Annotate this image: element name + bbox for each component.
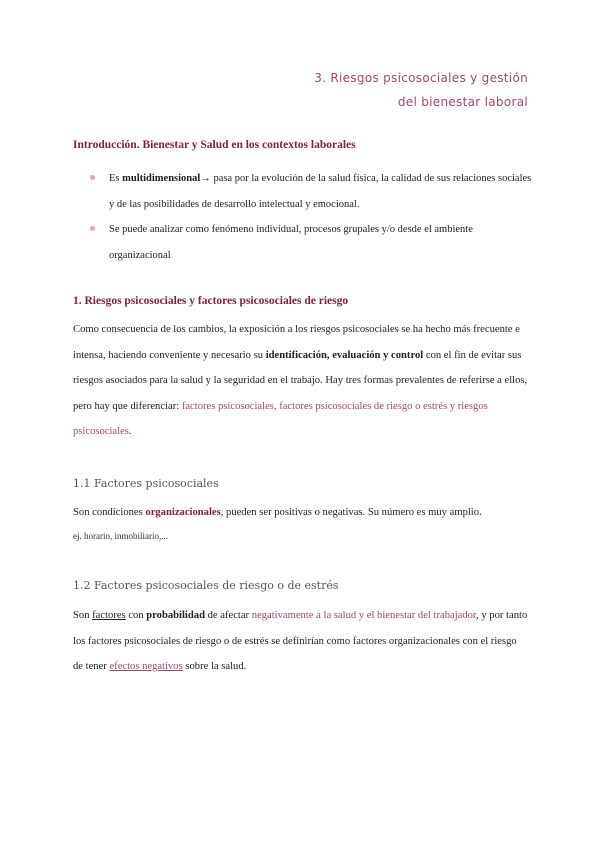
text-run: sobre la salud.: [182, 661, 247, 672]
text-run: , y por tanto los factores psicosociales de riesgo o de estrés se definirían como factores organizacionales con el riesgo de tener: [73, 610, 528, 672]
text-run: , pueden ser positivas o negativas. Su número es muy amplio.: [220, 507, 482, 518]
bullet1-text-post: pasa por la evolución de la salud física, la calidad de sus relaciones sociales y de las posibilidades de desarrollo intelectual y emocional.: [109, 173, 532, 210]
header-title-line1: 3. Riesgos psicosociales y gestión: [314, 71, 528, 85]
sub1-paragraph: [73, 500, 529, 526]
list-item: [73, 166, 533, 217]
bold-accent-run: organizacionales: [145, 507, 221, 518]
text-run: Son: [73, 610, 93, 621]
sub2-heading: 1.2 Factores psicosociales de riesgo o de estrés: [73, 579, 339, 592]
bold-run: identificación, evaluación y control: [265, 349, 424, 361]
list-item: [73, 217, 533, 268]
text-run: Son condiciones: [73, 507, 146, 518]
intro-bullet-list: [73, 166, 533, 268]
bold-run: probabilidad: [146, 610, 205, 621]
text-run: .: [128, 426, 132, 437]
header-title-line2: del bienestar laboral: [397, 95, 528, 109]
text-run: con el fin de evitar sus riesgos asociados para la salud y la seguridad en el trabajo. Hay tres formas prevalentes de referirse a ellos, pero hay que diferenciar:: [73, 349, 528, 412]
underlined-accent-run: efectos negativos: [109, 661, 183, 672]
bullet1-bold: multidimensional: [122, 173, 201, 184]
intro-heading: Introducción. Bienestar y Salud en los contextos laborales: [73, 139, 356, 151]
sub1-example: ej. horario, inmobiliario,...: [73, 531, 168, 541]
bullet1-text-pre: Es: [109, 173, 123, 184]
sub2-paragraph: [73, 603, 529, 680]
section1-paragraph: [73, 317, 529, 445]
bullet2-text: Se puede analizar como fenómeno individual, procesos grupales y/o desde el ambiente organizacional: [109, 224, 473, 261]
bullet-dot-icon: [90, 175, 95, 180]
text-run: Como consecuencia de los cambios, la exposición a los riesgos psicosociales se ha hecho más frecuente e intensa, haciendo conveniente y necesario su: [73, 324, 520, 361]
bullet-dot-icon: [90, 226, 95, 231]
text-run: con: [125, 610, 147, 621]
accent-run: negativamente a la salud y el bienestar del trabajador: [251, 610, 477, 621]
section1-heading: 1. Riesgos psicosociales y factores psicosociales de riesgo: [73, 295, 349, 307]
accent-run: factores psicosociales, factores psicosociales de riesgo o estrés y riesgos psicosociales: [73, 400, 488, 437]
text-run: de afectar: [204, 610, 252, 621]
underlined-run: factores: [92, 610, 126, 621]
sub1-heading: 1.1 Factores psicosociales: [73, 477, 219, 490]
arrow-icon: →: [200, 173, 211, 184]
